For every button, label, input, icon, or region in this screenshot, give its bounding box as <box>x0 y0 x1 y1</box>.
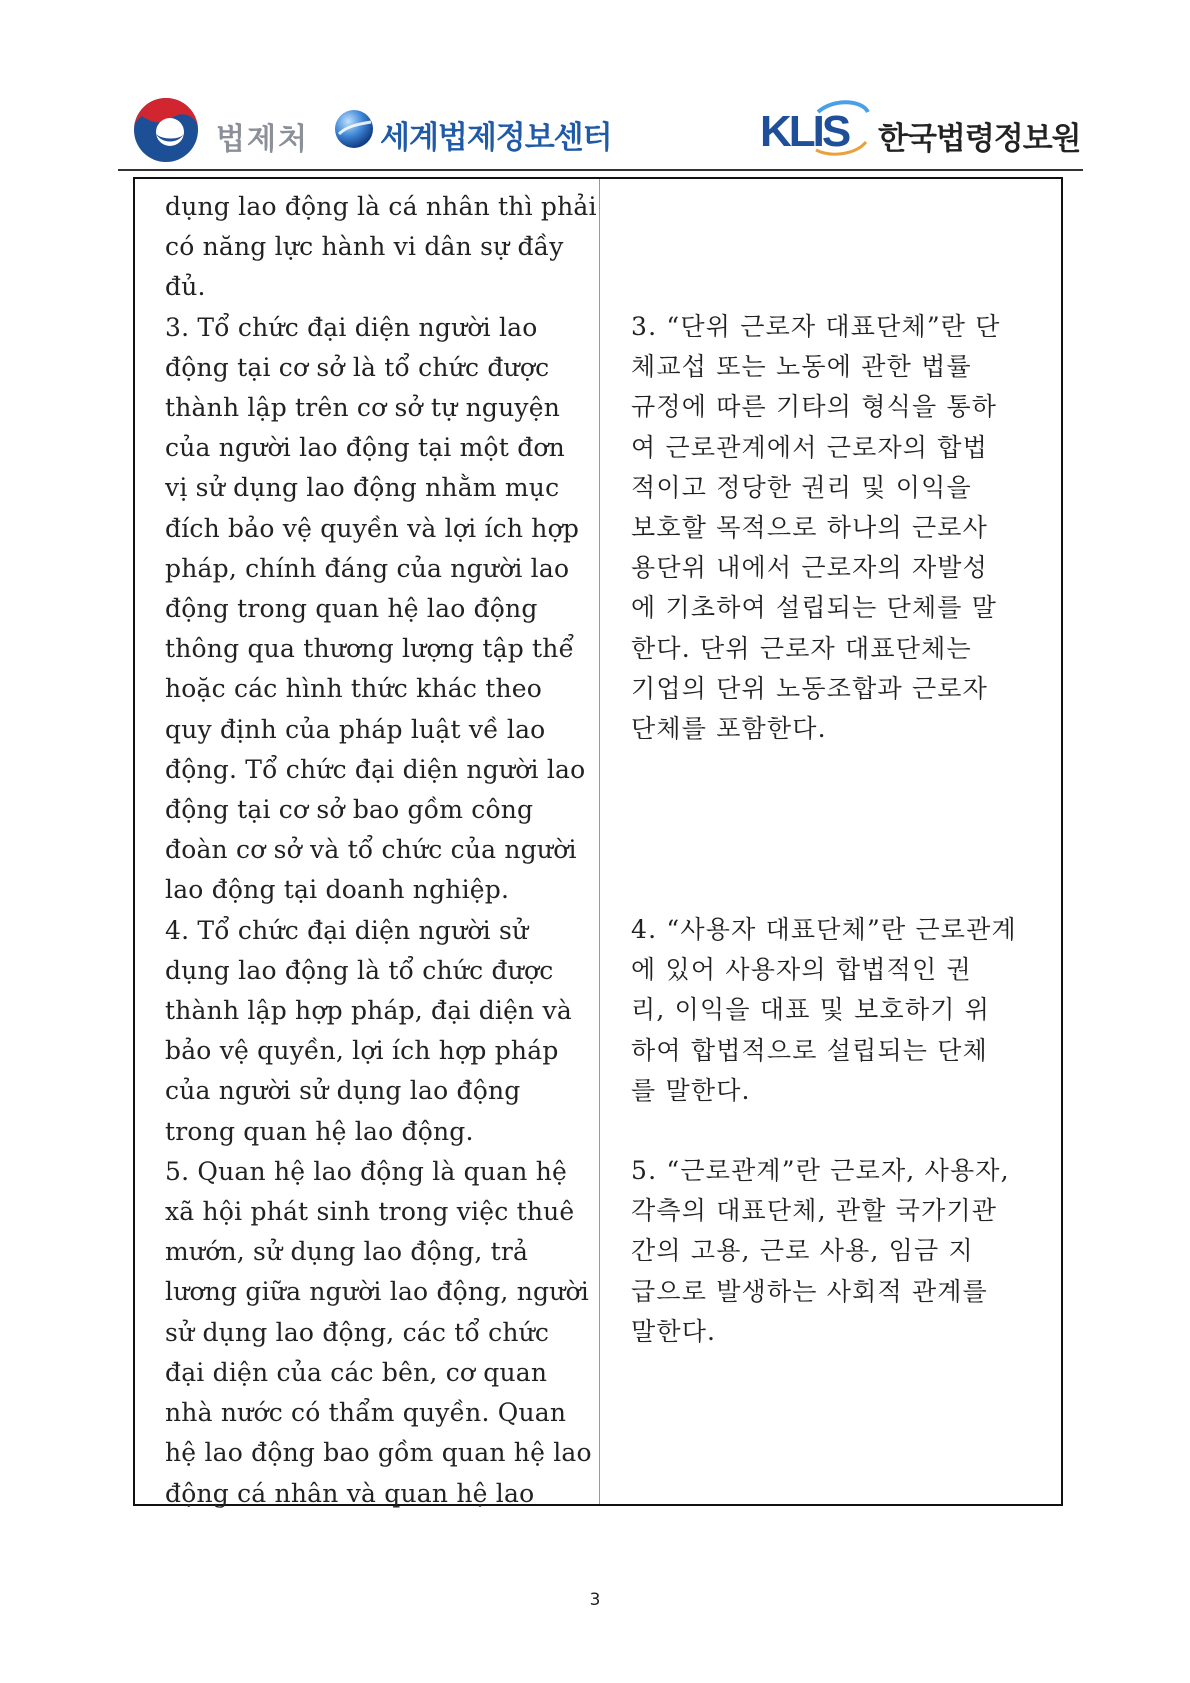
page-number: 3 <box>589 1590 601 1610</box>
world-law-center-name: 세계법제정보센터 <box>380 120 612 156</box>
korean-clause-5: 5. “근로관계”란 근로자, 사용자, 각측의 대표단체, 관할 국가기관 간의 고용, 근로 사용, 임금 지 급으로 발생하는 사회적 관계를 말한다. <box>631 1156 1010 1346</box>
klis-name: 한국법령정보원 <box>878 121 1081 157</box>
moleg-name: 법제처 <box>216 122 309 157</box>
column-divider <box>599 179 600 1504</box>
translation-table <box>133 177 1063 1506</box>
world-globe-icon <box>333 108 375 150</box>
klis-logo-icon <box>758 98 873 160</box>
klis-mark: KLIS <box>760 107 849 156</box>
moleg-emblem-icon <box>132 96 200 164</box>
page-header <box>118 88 1083 168</box>
korean-clause-3: 3. “단위 근로자 대표단체”란 단 체교섭 또는 노동에 관한 법률 규정에 따른 기타의 형식을 통하 여 근로관계에서 근로자의 합법 적이고 정당한 권리 및 이익을 보호할 목적으로 하나의 근로사 용단위 내에서 근로자의 자발성 에 기초하여 설립되는 단체를 말 한다. 단위 근로자 대표단체는 기업의 단위 노동조합과 근로자 단체를 포함한다. <box>631 312 1001 744</box>
header-rule <box>118 169 1083 171</box>
vietnamese-column: dụng lao động là cá nhân thì phải có năng lực hành vi dân sự đầy đủ. 3. Tổ chức đại diện người lao động tại cơ sở là tổ chức được thành lập trên cơ sở tự nguyện của người lao động tại một đơn vị sử dụng lao động nhằm mục đích bảo vệ quyền và lợi ích hợp pháp, chính đáng của người lao động trong quan hệ lao động thông qua thương lượng tập thể hoặc các hình thức khác theo quy định của pháp luật về lao động. Tổ chức đại diện người lao động tại cơ sở bao gồm công đoàn cơ sở và tổ chức của người lao động tại doanh nghiệp. 4. Tổ chức đại diện người sử dụng lao động là tổ chức được thành lập hợp pháp, đại diện và bảo vệ quyền, lợi ích hợp pháp của người sử dụng lao động trong quan hệ lao động. 5. Quan hệ lao động là quan hệ xã hội phát sinh trong việc thuê mướn, sử dụng lao động, trả lương giữa người lao động, người sử dụng lao động, các tổ chức đại diện của các bên, cơ quan nhà nước có thẩm quyền. Quan hệ lao động bao gồm quan hệ lao động cá nhân và quan hệ lao <box>165 192 597 1508</box>
korean-clause-4: 4. “사용자 대표단체”란 근로관계 에 있어 사용자의 합법적인 권 리, 이익을 대표 및 보호하기 위 하여 합법적으로 설립되는 단체 를 말한다. <box>631 915 1017 1105</box>
